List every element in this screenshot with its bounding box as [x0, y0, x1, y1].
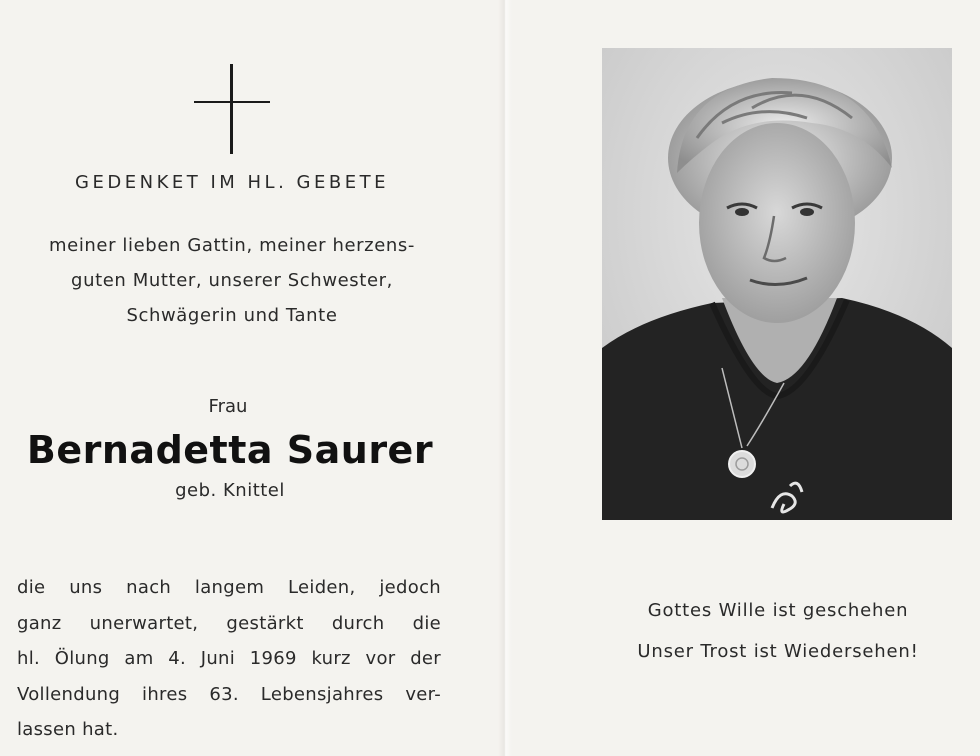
- body-line: die uns nach langem Leiden, jedoch: [17, 577, 441, 598]
- body-line: ganz unerwartet, gestärkt durch die: [17, 612, 441, 634]
- cross-icon: [194, 64, 270, 154]
- salutation: Frau: [208, 396, 248, 417]
- verse-line: Unser Trost ist Wiedersehen!: [637, 641, 919, 662]
- intro-line: meiner lieben Gattin, meiner herzens-: [49, 235, 415, 256]
- body-line: lassen hat.: [17, 719, 119, 740]
- right-panel: [510, 0, 980, 756]
- body-line: Vollendung ihres 63. Lebensjahres ver-: [17, 683, 441, 705]
- card-heading: GEDENKET IM HL. GEBETE: [75, 172, 389, 193]
- verse: [590, 590, 966, 672]
- intro-line: Schwägerin und Tante: [126, 305, 338, 326]
- maiden-name: geb. Knittel: [175, 480, 285, 501]
- body-line: hl. Ölung am 4. Juni 1969 kurz vor der: [17, 648, 441, 669]
- verse-line: Gottes Wille ist geschehen: [647, 600, 909, 621]
- deceased-name: Bernadetta Saurer: [26, 428, 434, 472]
- body-text: [17, 570, 441, 748]
- portrait-photo: [602, 48, 952, 520]
- intro-line: guten Mutter, unserer Schwester,: [71, 270, 393, 291]
- intro-text: [0, 228, 464, 333]
